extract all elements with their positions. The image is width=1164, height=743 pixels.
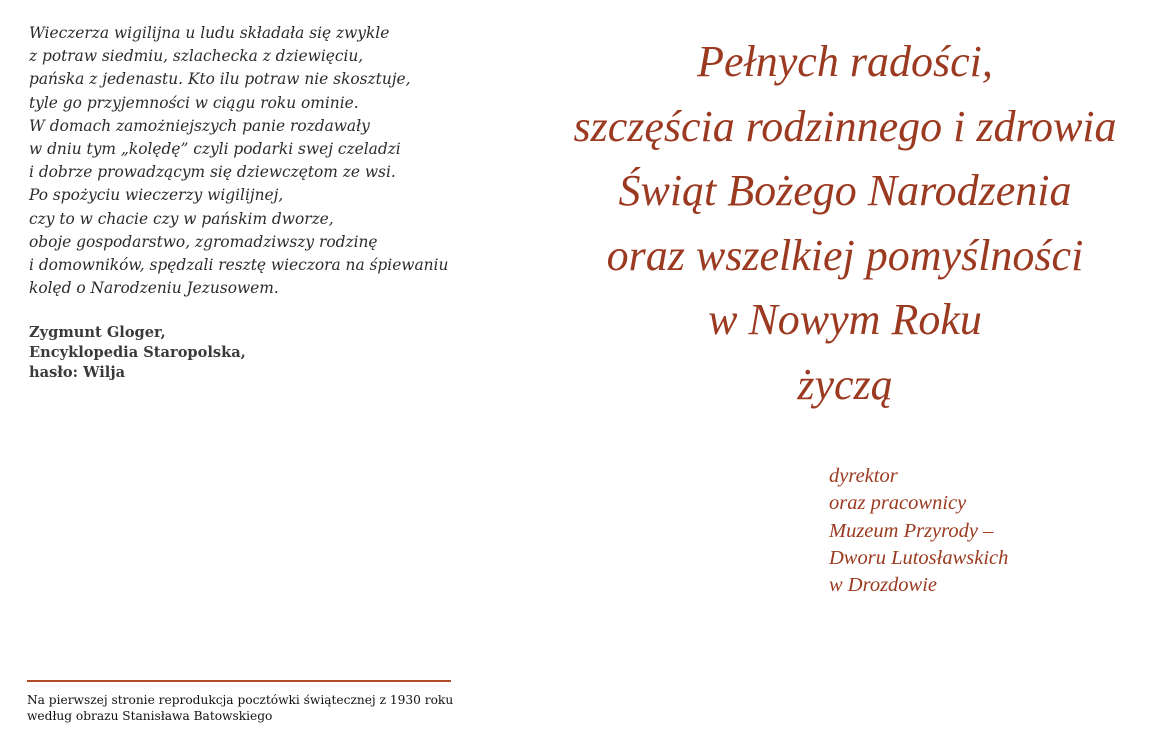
quote-line: Wieczerza wigilijna u ludu składała się zwykle xyxy=(29,24,390,42)
quote-line: i dobrze prowadzącym się dziewczętom ze wsi. xyxy=(29,163,396,182)
holiday-greeting xyxy=(565,30,1125,417)
quote-source xyxy=(29,323,429,383)
greeting-line: Świąt Bożego Narodzenia xyxy=(618,166,1072,215)
quote-line: tyle go przyjemności w ciągu roku ominie. xyxy=(29,93,359,112)
quote-line: kolęd o Narodzeniu Jezusowem. xyxy=(29,279,279,298)
quote-line: W domach zamożniejszych panie rozdawały xyxy=(29,116,370,135)
source-work: Encyklopedia Staropolska, xyxy=(29,344,246,361)
signature-line: Muzeum Przyrody – xyxy=(829,519,994,542)
greeting-line: oraz wszelkiej pomyślności xyxy=(606,230,1084,280)
quote-line: Po spożyciu wieczerzy wigilijnej, xyxy=(29,186,284,205)
source-entry: hasło: Wilja xyxy=(29,364,126,381)
footnote-line: Na pierwszej stronie reprodukcja pocztówki świątecznej z 1930 roku xyxy=(27,693,454,707)
source-author: Zygmunt Gloger, xyxy=(29,324,166,341)
greeting-line: szczęścia rodzinnego i zdrowia xyxy=(573,101,1117,151)
signature-line: oraz pracownicy xyxy=(829,492,967,515)
signature-line: dyrektor xyxy=(829,465,898,487)
signature-line: Dworu Lutosławskich xyxy=(829,546,1009,569)
signature-line: w Drozdowie xyxy=(829,574,938,597)
greeting-signature xyxy=(829,463,1129,599)
quote-line: czy to w chacie czy w pańskim dworze, xyxy=(29,209,334,228)
quote-line: w dniu tym „kolędę” czyli podarki swej czeladzi xyxy=(29,140,401,159)
footnote-line: według obrazu Stanisława Batowskiego xyxy=(27,709,273,723)
image-credit-footnote xyxy=(27,692,467,724)
quote-line: z potraw siedmiu, szlachecka z dziewięciu, xyxy=(29,47,364,66)
quote-line: pańska z jedenastu. Kto ilu potraw nie skosztuje, xyxy=(29,70,411,89)
quote-line: oboje gospodarstwo, zgromadziwszy rodzinę xyxy=(29,232,378,251)
greeting-line: życzą xyxy=(797,359,893,409)
quote-line: i domowników, spędzali resztę wieczora na śpiewaniu xyxy=(29,256,449,275)
greeting-line: Pełnych radości, xyxy=(697,37,993,86)
greeting-line: w Nowym Roku xyxy=(708,295,982,344)
wigilia-quote xyxy=(29,22,499,300)
footnote-divider xyxy=(27,680,451,682)
